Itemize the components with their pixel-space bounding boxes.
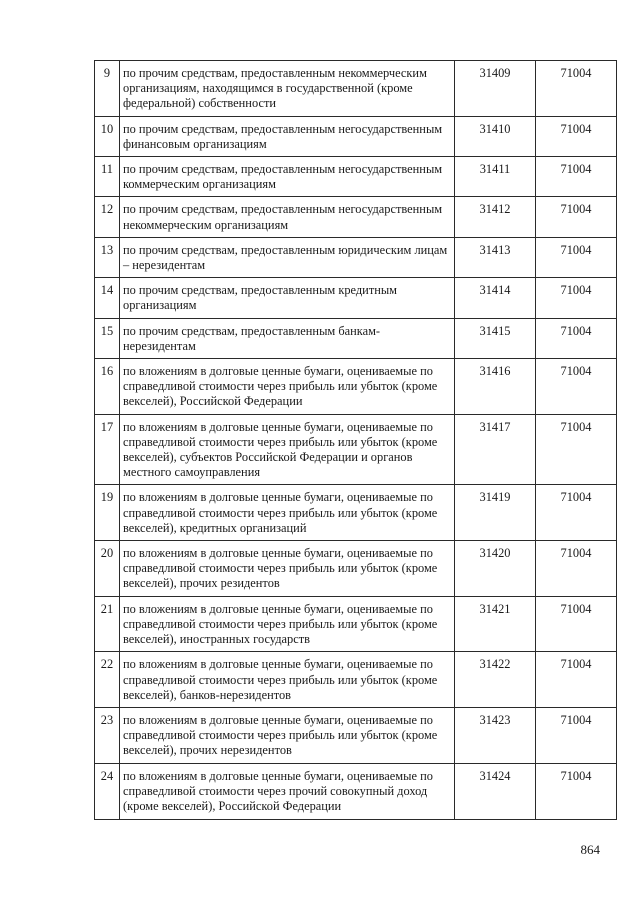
account-number: 71004: [536, 763, 617, 819]
row-description: по вложениям в долговые ценные бумаги, оцениваемые по справедливой стоимости через прибыль или убыток (кроме векселей), Российской Федерации: [120, 359, 455, 415]
account-number: 71004: [536, 596, 617, 652]
account-number: 71004: [536, 707, 617, 763]
account-number: 71004: [536, 157, 617, 197]
row-description: по вложениям в долговые ценные бумаги, оцениваемые по справедливой стоимости через прибыль или убыток (кроме векселей), прочих нерезидентов: [120, 707, 455, 763]
account-number: 71004: [536, 414, 617, 485]
row-description: по вложениям в долговые ценные бумаги, оцениваемые по справедливой стоимости через прибыль или убыток (кроме векселей), кредитных организаций: [120, 485, 455, 541]
symbol-code: 31413: [455, 237, 536, 277]
symbol-code: 31414: [455, 278, 536, 318]
account-number: 71004: [536, 652, 617, 708]
account-number: 71004: [536, 318, 617, 358]
symbol-code: 31412: [455, 197, 536, 237]
row-description: по вложениям в долговые ценные бумаги, оцениваемые по справедливой стоимости через прибыль или убыток (кроме векселей), банков-нерезидентов: [120, 652, 455, 708]
row-number: 13: [95, 237, 120, 277]
table-row: [95, 541, 617, 597]
row-description: по прочим средствам, предоставленным негосударственным финансовым организациям: [120, 116, 455, 156]
row-description: по прочим средствам, предоставленным негосударственным коммерческим организациям: [120, 157, 455, 197]
row-number: 16: [95, 359, 120, 415]
row-number: 21: [95, 596, 120, 652]
symbol-code: 31416: [455, 359, 536, 415]
row-number: 9: [95, 61, 120, 117]
page-number: 864: [580, 842, 600, 857]
symbol-code: 31423: [455, 707, 536, 763]
account-table: [94, 60, 617, 820]
account-number: 71004: [536, 359, 617, 415]
table-row: [95, 318, 617, 358]
account-number: 71004: [536, 541, 617, 597]
row-number: 17: [95, 414, 120, 485]
symbol-code: 31410: [455, 116, 536, 156]
symbol-code: 31420: [455, 541, 536, 597]
symbol-code: 31409: [455, 61, 536, 117]
row-description: по прочим средствам, предоставленным банкам-нерезидентам: [120, 318, 455, 358]
table-row: [95, 157, 617, 197]
table-row: [95, 485, 617, 541]
row-number: 15: [95, 318, 120, 358]
symbol-code: 31411: [455, 157, 536, 197]
account-number: 71004: [536, 116, 617, 156]
row-description: по прочим средствам, предоставленным некоммерческим организациям, находящимся в государственной (кроме федеральной) собственности: [120, 61, 455, 117]
row-number: 14: [95, 278, 120, 318]
row-description: по прочим средствам, предоставленным кредитным организациям: [120, 278, 455, 318]
row-number: 22: [95, 652, 120, 708]
symbol-code: 31422: [455, 652, 536, 708]
table-row: [95, 652, 617, 708]
row-description: по вложениям в долговые ценные бумаги, оцениваемые по справедливой стоимости через прибыль или убыток (кроме векселей), прочих резидентов: [120, 541, 455, 597]
row-description: по вложениям в долговые ценные бумаги, оцениваемые по справедливой стоимости через прибыль или убыток (кроме векселей), субъектов Российской Федерации и органов местного самоуправления: [120, 414, 455, 485]
row-number: 23: [95, 707, 120, 763]
symbol-code: 31417: [455, 414, 536, 485]
symbol-code: 31424: [455, 763, 536, 819]
table-row: [95, 116, 617, 156]
symbol-code: 31419: [455, 485, 536, 541]
row-description: по вложениям в долговые ценные бумаги, оцениваемые по справедливой стоимости через прибыль или убыток (кроме векселей), иностранных государств: [120, 596, 455, 652]
table-row: [95, 359, 617, 415]
account-number: 71004: [536, 485, 617, 541]
row-number: 24: [95, 763, 120, 819]
table-row: [95, 763, 617, 819]
row-description: по прочим средствам, предоставленным негосударственным некоммерческим организациям: [120, 197, 455, 237]
symbol-code: 31415: [455, 318, 536, 358]
row-number: 10: [95, 116, 120, 156]
row-description: по прочим средствам, предоставленным юридическим лицам – нерезидентам: [120, 237, 455, 277]
symbol-code: 31421: [455, 596, 536, 652]
table-row: [95, 707, 617, 763]
table-row: [95, 197, 617, 237]
account-number: 71004: [536, 237, 617, 277]
table-row: [95, 414, 617, 485]
row-number: 19: [95, 485, 120, 541]
row-number: 20: [95, 541, 120, 597]
table-row: [95, 596, 617, 652]
account-number: 71004: [536, 61, 617, 117]
row-number: 11: [95, 157, 120, 197]
row-description: по вложениям в долговые ценные бумаги, оцениваемые по справедливой стоимости через прочий совокупный доход (кроме векселей), Российской Федерации: [120, 763, 455, 819]
table-row: [95, 278, 617, 318]
account-number: 71004: [536, 197, 617, 237]
row-number: 12: [95, 197, 120, 237]
table-row: [95, 237, 617, 277]
table-row: [95, 61, 617, 117]
account-number: 71004: [536, 278, 617, 318]
